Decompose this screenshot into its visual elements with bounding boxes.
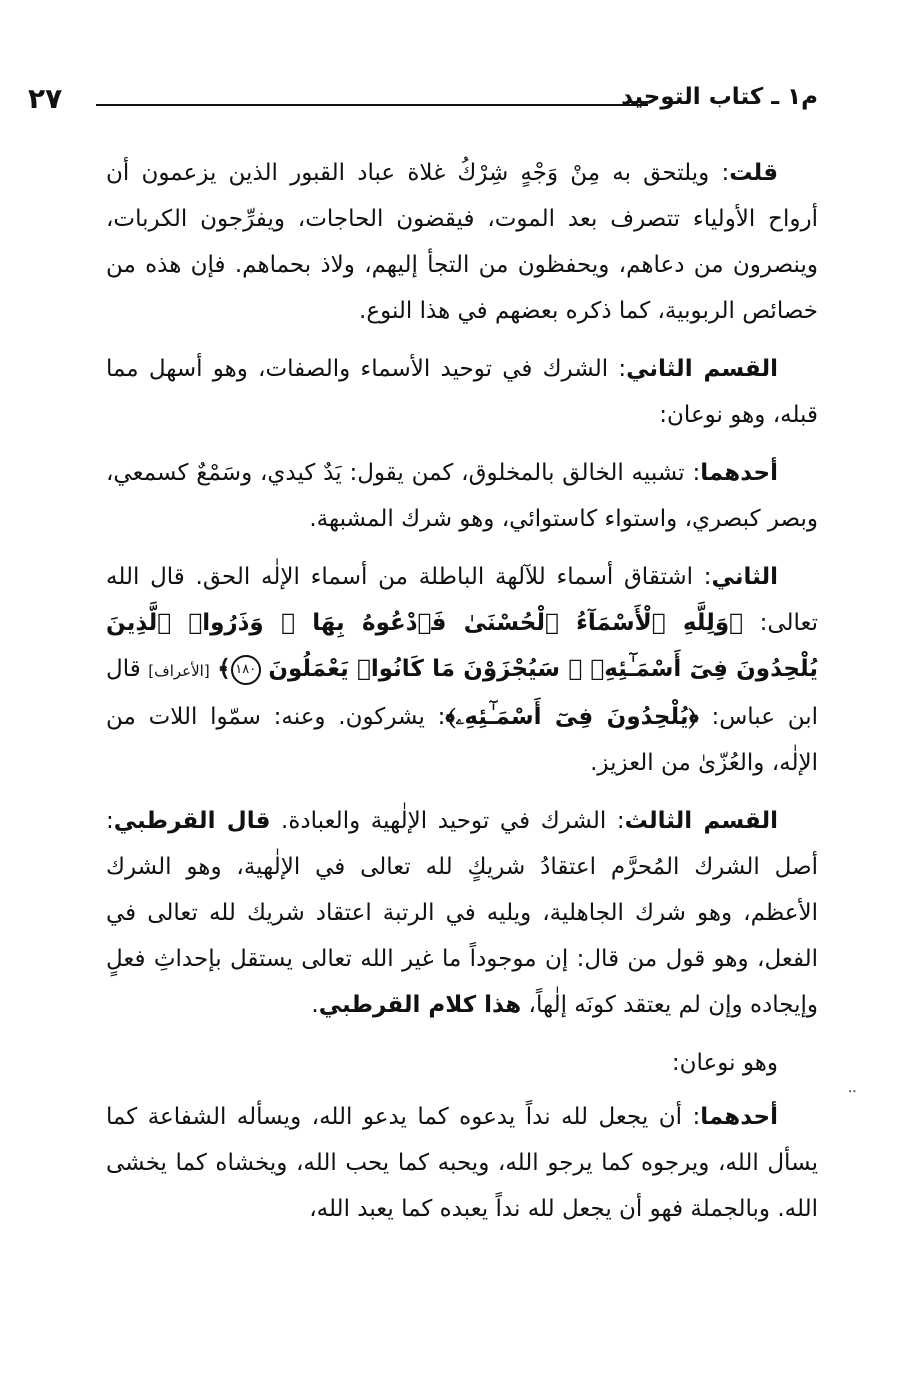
paragraph-lead: أحدهما (700, 460, 778, 486)
paragraph-7 (106, 1094, 818, 1232)
paragraph-5 (106, 798, 818, 1028)
paragraph-text: : اشتقاق أسماء للآلهة الباطلة من أسماء الإلٰه الحق. قال الله تعالى: (106, 564, 818, 636)
page-body (106, 150, 818, 1244)
section-heading-third: القسم الثالث (624, 808, 778, 834)
paragraph-text: : أن يجعل لله نداً يدعوه كما يدعو الله، ويسأله الشفاعة كما يسأل الله، ويرجوه كما يرجو الله، ويحبه كما يحب الله، ويخشاه كما يخشى الله. وبالجملة فهو أن يجعل لله نداً يعبده كما يعبد الله، (106, 1104, 818, 1222)
paragraph-4 (106, 554, 818, 786)
paragraph-text: : ويلتحق به مِنْ وَجْهٍ شِرْكُ غلاة عباد القبور الذين يزعمون أن أرواح الأولياء تتصرف بعد الموت، فيقضون الحاجات، ويفرِّجون الكربات، وينصرون من دعاهم، ويحفظون من التجأ إليهم، ولاذ بحماهم. فإن هذه من خصائص الربوبية، كما ذكره بعضهم في هذا النوع. (106, 160, 818, 324)
quran-bracket-close: ﴾ (217, 656, 231, 682)
paragraph-3 (106, 450, 818, 542)
paragraph-6 (106, 1040, 818, 1086)
paragraph-text: . (311, 992, 319, 1018)
paragraph-lead: أحدهما (700, 1104, 778, 1130)
page-number: ٢٧ (28, 82, 63, 115)
citation-qurtubi: قال القرطبي (113, 808, 271, 834)
ayah-number-marker: ١٨٠ (231, 655, 261, 685)
paragraph-text: : تشبيه الخالق بالمخلوق، كمن يقول: يَدٌ كيدي، وسَمْعٌ كسمعي، وبصر كبصري، واستواء كاستوائي، وهو شرك المشبهة. (106, 460, 818, 532)
paragraph-text: : أصل الشرك المُحرَّم اعتقادُ شريكٍ لله تعالى في الإلٰهية، وهو الشرك الأعظم، وهو شرك الجاهلية، ويليه في الرتبة اعتقاد شريك لله تعالى في الفعل، وهو قول من قال: إن موجوداً ما غير الله تعالى يستقل بإحداثِ فعلٍ وإيجاده وإن لم يعتقد كونَه إلٰهاً، (106, 808, 818, 1018)
citation-end: هذا كلام القرطبي (318, 992, 522, 1018)
paragraph-text: قال ابن عباس: (106, 656, 818, 730)
running-header (28, 82, 818, 122)
paragraph-lead: الثاني (711, 564, 778, 590)
paragraph-1 (106, 150, 818, 334)
paragraph-lead: قلت (729, 160, 778, 186)
paragraph-2 (106, 346, 818, 438)
margin-mark: ⸱⸱ (848, 1082, 857, 1101)
quran-verse: ﴿وَلِلَّهِ ٱلْأَسْمَآءُ ٱلْحُسْنَىٰ فَٱدْعُوهُ بِهَا ۖ وَذَرُوا۟ ٱلَّذِينَ يُلْحِدُونَ فِىٓ أَسْمَـٰٓئِهِۦ ۚ سَيُجْزَوْنَ مَا كَانُوا۟ يَعْمَلُونَ (106, 610, 818, 682)
surah-reference: [الأعراف] (148, 662, 210, 680)
paragraph-text: : يشركون. وعنه: سمّوا اللات من الإلٰه، والعُزّىٰ من العزيز. (106, 704, 818, 776)
paragraph-text: : الشرك في توحيد الأسماء والصفات، وهو أسهل مما قبله، وهو نوعان: (106, 356, 818, 428)
section-heading-second: القسم الثاني (626, 356, 778, 382)
quran-verse-quote: ﴿يُلْحِدُونَ فِىٓ أَسْمَـٰٓئِهِۦ﴾ (445, 704, 699, 730)
paragraph-text: : الشرك في توحيد الإلٰهية والعبادة. (270, 808, 625, 834)
header-rule (96, 104, 648, 106)
paragraph-text: وهو نوعان: (671, 1050, 778, 1076)
chapter-title: م١ ـ كتاب التوحيد (621, 84, 818, 110)
